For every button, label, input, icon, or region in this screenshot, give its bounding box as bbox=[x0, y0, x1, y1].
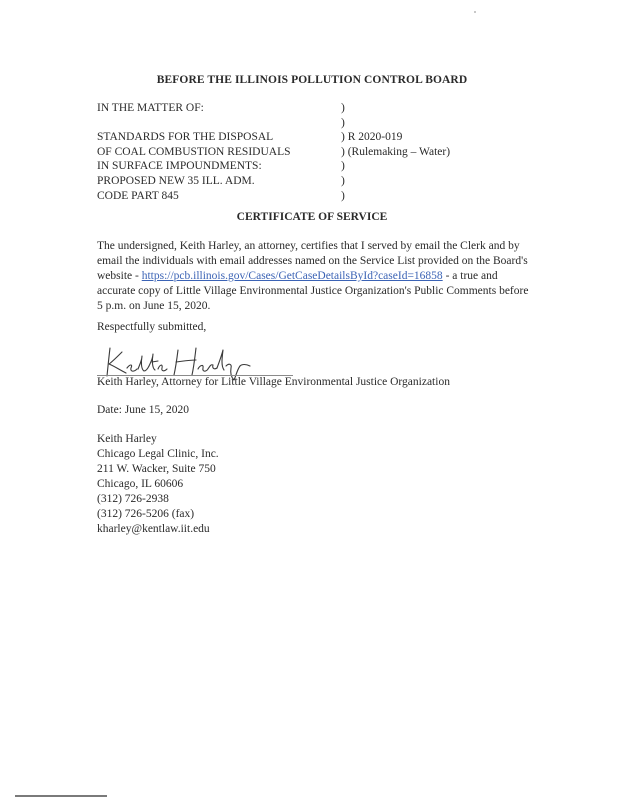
caption-line: OF COAL COMBUSTION RESIDUALS bbox=[97, 145, 291, 158]
caption-bracket-line: ) bbox=[341, 174, 345, 187]
case-number: ) R 2020-019 bbox=[341, 131, 403, 144]
scan-speck bbox=[474, 11, 476, 13]
certificate-heading: CERTIFICATE OF SERVICE bbox=[236, 211, 388, 223]
caption-line: IN SURFACE IMPOUNDMENTS: bbox=[97, 160, 262, 173]
caption-line bbox=[97, 116, 337, 131]
contact-organization: Chicago Legal Clinic, Inc. bbox=[97, 448, 219, 460]
body-text-after-link: - a true and accurate copy of Little Village Environmental Justice Organization's Public Comments before 5 p.m. on June 15, 2020. bbox=[97, 270, 529, 312]
case-details-link[interactable]: https://pcb.illinois.gov/Cases/GetCaseDetailsById?caseId=16858 bbox=[141, 270, 443, 282]
board-title: BEFORE THE ILLINOIS POLLUTION CONTROL BOARD bbox=[156, 74, 468, 86]
caption-line: STANDARDS FOR THE DISPOSAL bbox=[97, 131, 274, 144]
case-type: ) (Rulemaking – Water) bbox=[341, 145, 451, 158]
signer-line: Keith Harley, Attorney for Little Village Environmental Justice Organization bbox=[97, 376, 450, 388]
caption-line: PROPOSED NEW 35 ILL. ADM. bbox=[97, 174, 255, 187]
caption-bracket-line: ) bbox=[341, 189, 345, 202]
contact-phone: (312) 726-2938 bbox=[97, 493, 169, 505]
caption-line: IN THE MATTER OF: bbox=[97, 102, 204, 114]
contact-email: kharley@kentlaw.iit.edu bbox=[97, 523, 210, 535]
scan-edge-mark bbox=[15, 795, 107, 797]
caption-bracket-line: ) bbox=[341, 102, 345, 114]
contact-fax: (312) 726-5206 (fax) bbox=[97, 508, 195, 520]
case-caption-right bbox=[341, 101, 541, 203]
contact-address bbox=[97, 432, 219, 537]
contact-street: 211 W. Wacker, Suite 750 bbox=[97, 463, 216, 475]
caption-bracket-line: ) bbox=[341, 116, 345, 129]
closing-text: Respectfully submitted, bbox=[97, 321, 207, 333]
date-line: Date: June 15, 2020 bbox=[97, 404, 189, 416]
contact-name: Keith Harley bbox=[97, 433, 157, 445]
case-caption-left bbox=[97, 101, 337, 203]
certificate-body bbox=[97, 239, 537, 314]
body-text-before-link: The undersigned, Keith Harley, an attorney, certifies that I served by email the Clerk and by email the individuals with email addresses named on the Service List provided on the Board's website - bbox=[97, 240, 528, 282]
contact-city: Chicago, IL 60606 bbox=[97, 478, 184, 490]
caption-bracket-line: ) bbox=[341, 160, 345, 173]
caption-line: CODE PART 845 bbox=[97, 189, 179, 202]
